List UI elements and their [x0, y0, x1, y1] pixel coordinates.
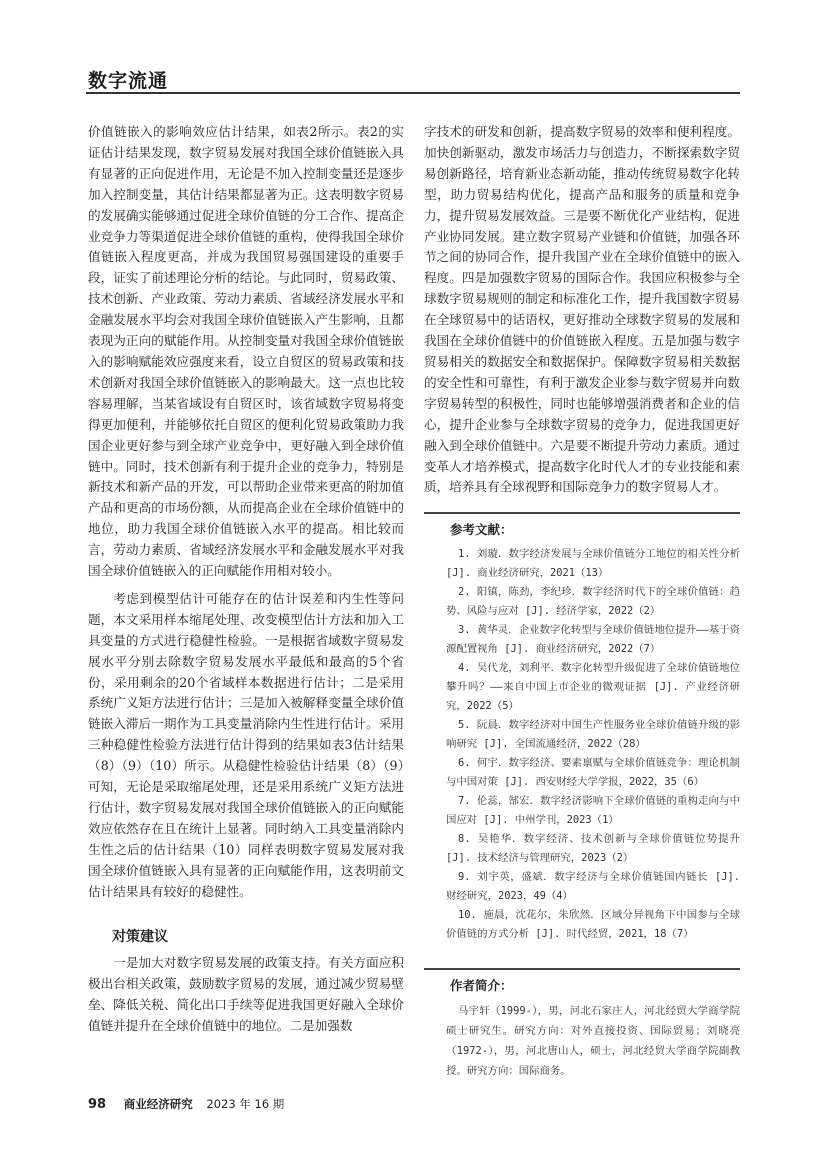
body-paragraph: 一是加大对数字贸易发展的政策支持。有关方面应积极出台相关政策，鼓励数字贸易的发展，通过减少贸易壁垒、降低关税、简化出口手续等促进我国更好融入全球价值链并提升在全球价值链中的地位。二是加强数: [88, 955, 404, 1034]
reference-item: 9. 刘宇英，盛斌．数字经济与全球价值链国内链长 [J]. 财经研究，2023，49（4）: [446, 871, 740, 903]
body-paragraph: 考虑到模型估计可能存在的估计误差和内生性等问题，本文采用样本缩尾处理、改变模型估计方法和加入工具变量的方式进行稳健性检验。一是根据省域数字贸易发展水平分别去除数字贸易发展水平最低和最高的5个省份，采用剩余的20个省域样本数据进行估计；二是采用系统广义矩方法进行估计；三是加入被解释变量全球价值链嵌入滞后一期作为工具变量消除内生性进行估计。采用三种稳健性检验方法进行估计得到的结果如表3估计结果（8）（9）（10）所示。从稳健性检验估计结果（8）（9）可知，无论是采取缩尾处理，还是采用系统广义矩方法进行估计，数字贸易发展对我国全球价值链嵌入的正向赋能效应依然存在且在统计上显著。同时纳入工具变量消除内生性之后的估计结果（10）同样表明数字贸易发展对我国全球价值链嵌入具有显著的正向赋能作用，这表明前文估计结果具有较好的稳健性。: [88, 590, 404, 899]
reference-item: 5. 阮晨．数字经济对中国生产性服务业全球价值链升级的影响研究 [J]. 全国流通经济，2022（28）: [446, 719, 740, 751]
reference-item: 7. 伦蕊，郜宏．数字经济影响下全球价值链的重构走向与中国应对 [J]. 中州学刊，2023（1）: [446, 795, 740, 827]
author-title: 作者简介：: [450, 978, 513, 994]
page-number: 98: [88, 1097, 107, 1112]
header-divider: [86, 92, 740, 94]
journal-name: 商业经济研究: [123, 1097, 193, 1111]
reference-item: 3. 黄华灵．企业数字化转型与全球价值链地位提升——基于资源配置视角 [J]. 商业经济研究，2022（7）: [446, 624, 740, 656]
references-title: 参考文献：: [450, 522, 513, 538]
reference-item: 4. 吴代龙，刘利平．数字化转型升级促进了全球价值链地位攀升吗？——来自中国上市企业的微观证据 [J]. 产业经济研究，2022（5）: [446, 662, 740, 713]
issue-label: 2023 年 16 期: [206, 1097, 285, 1111]
references-box: [424, 512, 740, 944]
reference-item: 2. 阳镇，陈劲，李纪珍．数字经济时代下的全球价值链：趋势、风险与应对 [J]. 经济学家，2022（2）: [446, 586, 740, 618]
reference-item: 10. 施晨，沈花尔，朱欣然．区域分异视角下中国参与全球价值链的方式分析 [J]. 时代经贸，2021，18（7）: [446, 909, 740, 941]
section-heading: 对策建议: [112, 928, 168, 945]
page-footer: [88, 1096, 284, 1112]
reference-item: 6. 何宇．数字经济、要素禀赋与全球价值链竞争：理论机制与中国对策 [J]. 西安财经大学学报，2022，35（6）: [446, 757, 740, 789]
reference-list: [424, 545, 740, 944]
reference-item: 8. 吴艳华．数字经济、技术创新与全球价值链位势提升 [J]. 技术经济与管理研究，2023（2）: [446, 833, 740, 865]
author-box: [424, 968, 740, 1081]
reference-item: 1. 刘璇．数字经济发展与全球价值链分工地位的相关性分析 [J]. 商业经济研究，2021（13）: [446, 548, 740, 580]
section-title: 数字流通: [88, 70, 169, 92]
body-paragraph: 价值链嵌入的影响效应估计结果，如表2所示。表2的实证估计结果发现，数字贸易发展对我国全球价值链嵌入具有显著的正向促进作用，无论是不加入控制变量还是逐步加入控制变量，其估计结果都显著为正。这表明数字贸易的发展确实能够通过促进全球价值链的分工合作、提高企业竞争力等渠道促进全球价值链的重构，使得我国全球价值链嵌入程度更高，并成为我国贸易强国建设的重要手段，证实了前述理论分析的结论。与此同时，贸易政策、技术创新、产业政策、劳动力素质、省域经济发展水平和金融发展水平均会对我国全球价值链嵌入产生影响，且都表现为正向的赋能作用。从控制变量对我国全球价值链嵌入的影响赋能效应强度来看，设立自贸区的贸易政策和技术创新对我国全球价值链嵌入的影响最大。这一点也比较容易理解，当某省域设有自贸区时，该省域数字贸易将变得更加便利，并能够依托自贸区的便利化贸易政策助力我国企业更好参与到全球产业竞争中，更好融入到全球价值链中。同时，技术创新有利于提升企业的竞争力，特别是新技术和新产品的开发，可以帮助企业带来更高的附加值产品和更高的市场份额，从而提高企业在全球价值链中的地位，助力我国全球价值链嵌入水平的提高。相比较而言，劳动力素质、省域经济发展水平和金融发展水平对我国全球价值链嵌入的正向赋能作用相对较小。: [88, 124, 404, 579]
body-paragraph: 字技术的研发和创新，提高数字贸易的效率和便利程度。加快创新驱动，激发市场活力与创造力，不断探索数字贸易创新路径，培育新业态新动能，推动传统贸易数字化转型，助力贸易结构优化，提高产品和服务的质量和竞争力，提升贸易发展效益。三是要不断优化产业结构，促进产业协同发展。建立数字贸易产业链和价值链，加强各环节之间的协同合作，提升我国产业在全球价值链中的嵌入程度。四是加强数字贸易的国际合作。我国应积极参与全球数字贸易规则的制定和标准化工作，提升我国数字贸易在全球贸易中的话语权，更好推动全球数字贸易的发展和我国在全球价值链中的价值链嵌入程度。五是加强与数字贸易相关的数据安全和数据保护。保障数字贸易相关数据的安全性和可靠性，有利于激发企业参与数字贸易并向数字贸易转型的积极性，同时也能够增强消费者和企业的信心，提升企业参与全球数字贸易的竞争力，促进我国更好融入到全球价值链中。六是要不断提升劳动力素质。通过变革人才培养模式，提高数字化时代人才的专业技能和素质，培养具有全球视野和国际竞争力的数字贸易人才。: [424, 124, 740, 495]
right-column: [424, 122, 740, 1081]
author-bio: 马宇轩（1999-），男，河北石家庄人，河北经贸大学商学院硕士研究生。研究方向：对外直接投资、国际贸易；刘晓亮（1972-），男，河北唐山人，硕士，河北经贸大学商学院副教授。研究方向：国际商务。: [446, 1005, 740, 1078]
left-column: [88, 122, 404, 1037]
